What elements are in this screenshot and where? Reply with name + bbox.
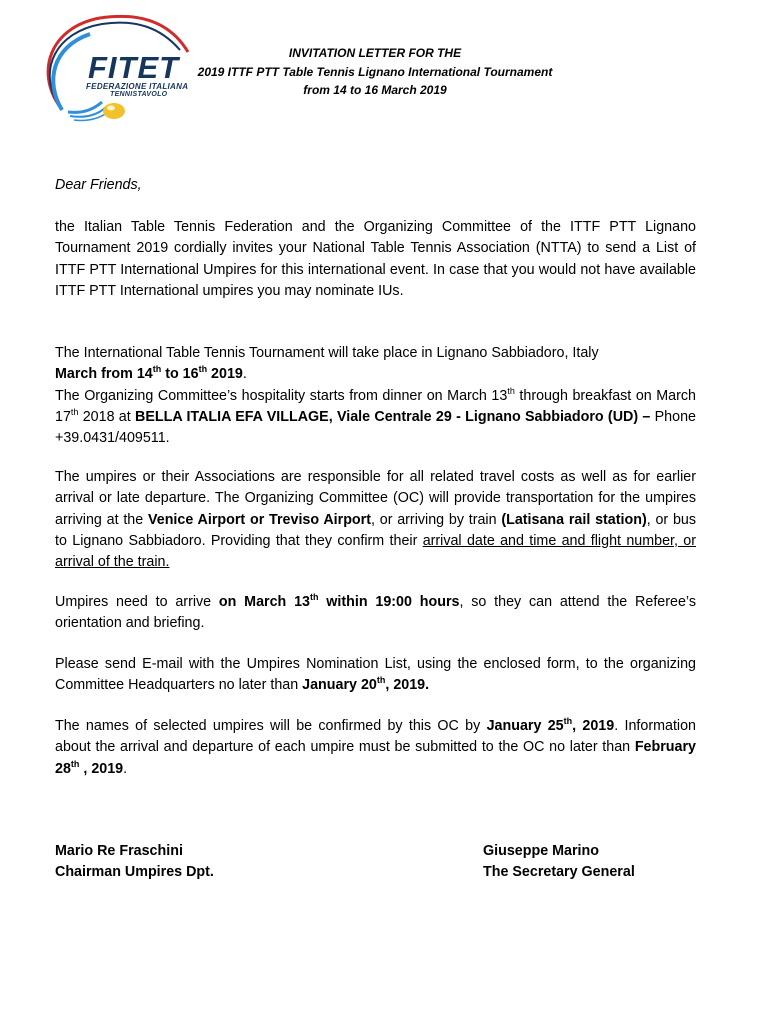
logo-subtitle-line1: FEDERAZIONE ITALIANA (86, 82, 189, 91)
paragraph-travel: The umpires or their Associations are responsible for all related travel costs as well as for earlier arrival or late departure. The Organizing Committee (OC) will provide transportation for the umpires arriving at the Venice Airport or Treviso Airport, or arriving by train (Latisana rail station), or bus to Lignano Sabbiadoro. Providing that they confirm their arrival date and time and flight number, or arrival of the train. (55, 469, 697, 571)
logo-subtitle-line2: TENNISTAVOLO (110, 91, 168, 98)
header-line3: from 14 to 16 March 2019 (303, 83, 447, 97)
venue-intro: The International Table Tennis Tournament will take place in Lignano Sabbiadoro, Italy (55, 345, 599, 361)
signature-right-name: Giuseppe Marino (483, 843, 599, 859)
paragraph-confirmation: The names of selected umpires will be confirmed by this OC by January 25th, 2019. Information about the arrival and departure of each umpire must be submitted to the OC no later than February 28th , 2019. (55, 716, 696, 777)
rail-station: (Latisana rail station) (501, 511, 647, 528)
hospitality-text: The Organizing Committee’s hospitality starts from dinner on March 13th through breakfast on March 17th 2018 at BELLA ITALIA EFA VILLAGE, Viale Centrale 29 - Lignano Sabbiadoro (UD) – Phone +39.0431/409511. (55, 385, 696, 447)
arrival-info-requirement: arrival date and time and flight number, or arrival of the train. (55, 532, 697, 571)
paragraph-invitation: the Italian Table Tennis Federation and the Organizing Committee of the ITTF PTT Lignano Tournament 2019 cordially invites your National Table Tennis Association (NTTA) to send a List of ITTF PTT International Umpires for this international event. In case that you would not have available ITTF PTT International umpires you may nominate IUs. (55, 219, 696, 299)
logo-title: FITET (88, 50, 180, 85)
signature-left-name: Mario Re Fraschini (55, 843, 183, 859)
paragraph-nomination: Please send E-mail with the Umpires Nomination List, using the enclosed form, to the organizing Committee Headquarters no later than January 20th, 2019. (55, 656, 696, 694)
header-line1: INVITATION LETTER FOR THE (288, 46, 462, 60)
greeting: Dear Friends, (55, 177, 142, 193)
venue-dates: March from 14th to 16th 2019 (55, 364, 243, 383)
hotel-address: BELLA ITALIA EFA VILLAGE, Viale Centrale 29 - Lignano Sabbiadoro (UD) – (135, 408, 651, 425)
signature-left-title: Chairman Umpires Dpt. (55, 864, 214, 880)
paragraph-arrival: Umpires need to arrive on March 13th within 19:00 hours, so they can attend the Referee’s orientation and briefing. (55, 592, 696, 632)
airports: Venice Airport or Treviso Airport (148, 511, 371, 528)
paragraph-venue: The International Table Tennis Tournament will take place in Lignano Sabbiadoro, Italy March from 14th to 16th 2019. The Organizing Committee’s hospitality starts from dinner on March 13th through breakfast on March 17th 2018 at BELLA ITALIA EFA VILLAGE, Viale Centrale 29 - Lignano Sabbiadoro (UD) – Phone +39.0431/409511. (55, 345, 696, 447)
signature-right (483, 841, 635, 883)
signature-right-title: The Secretary General (483, 864, 635, 880)
signature-left (55, 841, 214, 883)
header-line2: 2019 ITTF PTT Table Tennis Lignano International Tournament (197, 65, 553, 79)
